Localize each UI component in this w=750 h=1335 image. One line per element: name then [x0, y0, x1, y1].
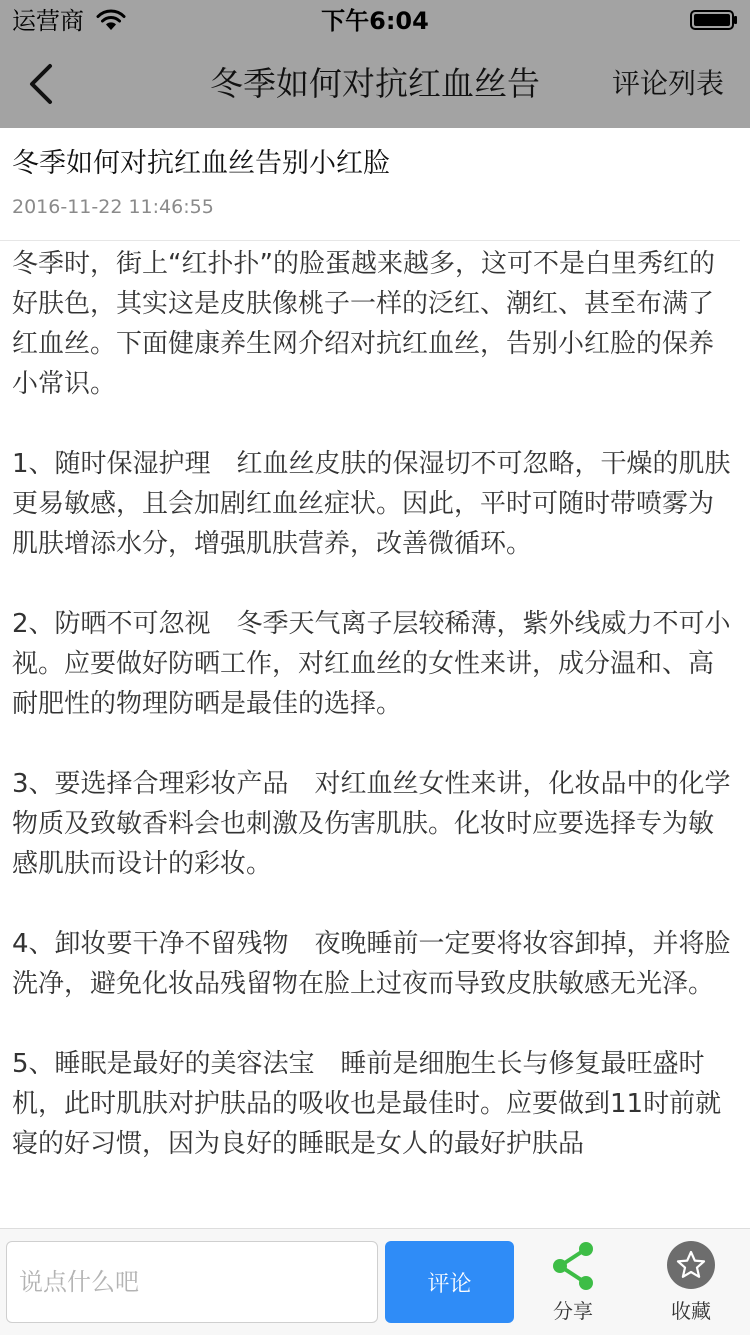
comment-submit-button[interactable]: 评论 [385, 1241, 514, 1323]
article-paragraph: 2、防晒不可忽视 冬季天气离子层较稀薄，紫外线威力不可小视。应要做好防晒工作，对红血丝的女性来讲，成分温和、高耐肥性的物理防晒是最佳的选择。 [12, 609, 731, 719]
back-button[interactable] [22, 60, 62, 108]
article-paragraph: 5、睡眠是最好的美容法宝 睡前是细胞生长与修复最旺盛时机，此时肌肤对护肤品的吸收也是最佳时。应要做到11时前就寝的好习惯，因为良好的睡眠是女人的最好护肤品 [12, 1049, 722, 1159]
comment-input[interactable] [6, 1241, 378, 1323]
share-label: 分享 [553, 1299, 593, 1323]
share-icon [550, 1241, 596, 1291]
favorite-button[interactable] [648, 1237, 734, 1329]
article-paragraph: 4、卸妆要干净不留残物 夜晚睡前一定要将妆容卸掉，并将脸洗净，避免化妆品残留物在脸上过夜而导致皮肤敏感无光泽。 [12, 929, 731, 999]
bottom-toolbar [0, 1228, 750, 1335]
article-body [12, 244, 738, 1210]
status-time: 下午6:04 [321, 7, 429, 35]
chevron-left-icon [22, 60, 62, 108]
article-date: 2016-11-22 11:46:55 [12, 196, 214, 218]
header-divider [0, 240, 740, 241]
status-bar [0, 0, 750, 40]
share-button[interactable] [530, 1237, 616, 1329]
carrier-label: 运营商 [12, 7, 84, 35]
favorite-icon-circle [667, 1241, 715, 1289]
battery-icon [690, 10, 738, 30]
favorite-label: 收藏 [671, 1299, 711, 1323]
nav-title: 冬季如何对抗红血丝告 [210, 64, 540, 103]
comment-list-button[interactable]: 评论列表 [611, 67, 724, 100]
article-paragraph: 1、随时保湿护理 红血丝皮肤的保湿切不可忽略，干燥的肌肤更易敏感，且会加剧红血丝症状。因此，平时可随时带喷雾为肌肤增添水分，增强肌肤营养，改善微循环。 [12, 449, 731, 559]
article-paragraph: 3、要选择合理彩妆产品 对红血丝女性来讲，化妆品中的化学物质及致敏香料会也刺激及伤害肌肤。化妆时应要选择专为敏感肌肤而设计的彩妆。 [12, 769, 731, 879]
article-paragraph: 冬季时，街上“红扑扑”的脸蛋越来越多，这可不是白里秀红的好肤色，其实这是皮肤像桃子一样的泛红、潮红、甚至布满了红血丝。下面健康养生网介绍对抗红血丝，告别小红脸的保养小常识。 [12, 249, 715, 399]
nav-bar [0, 40, 750, 128]
article-title: 冬季如何对抗红血丝告别小红脸 [12, 148, 390, 179]
star-icon [675, 1249, 707, 1281]
